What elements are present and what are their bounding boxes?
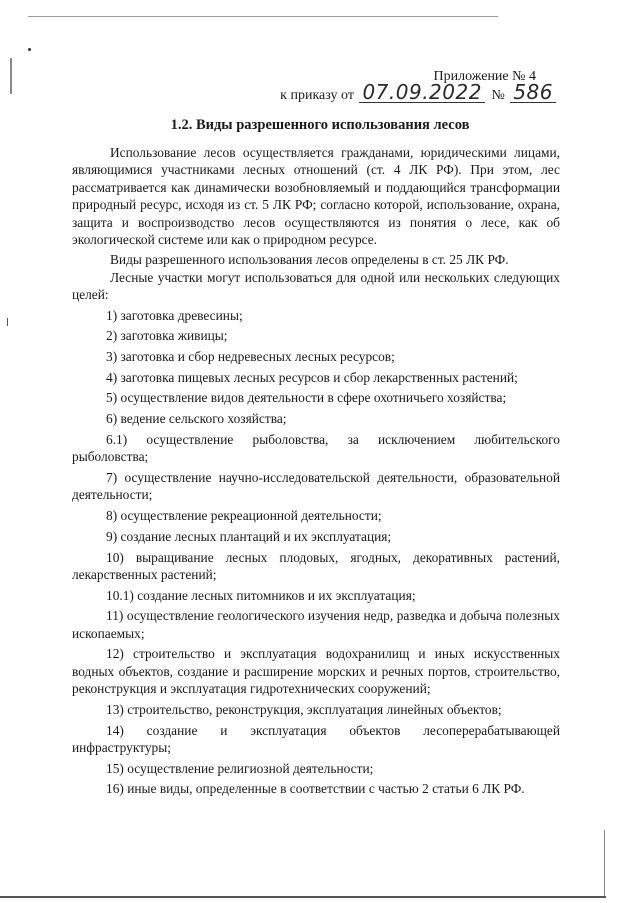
scan-edge-left (10, 58, 12, 94)
list-item: 16) иные виды, определенные в соответствии с частью 2 статьи 6 ЛК РФ. (106, 781, 525, 797)
list-item: 13) строительство, реконструкция, эксплуатация линейных объектов; (106, 701, 502, 717)
list-item: 10.1) создание лесных питомников и их эксплуатация; (106, 587, 416, 603)
list-item: 5) осуществление видов деятельности в сфере охотничьего хозяйства; (106, 390, 507, 406)
scan-edge-right (604, 830, 605, 896)
paragraph-intro: Использование лесов осуществляется гражданами, юридическими лицами, являющимися участниками лесных отношений (ст. 4 ЛК РФ). При этом, лес рассматривается как динамически возобновляемый и поддающийся трансформации природный ресурс, исходя из ст. 5 ЛК РФ; согласно которой, использование, охрана, защита и воспроизводство лесов осуществляются из понятия о лесе, как об экологической системе или как о природном ресурсе. (72, 145, 560, 248)
order-prefix: к приказу от (280, 88, 354, 103)
list-item: 6.1) осуществление рыболовства, за исключением любительского рыболовства; (72, 431, 560, 465)
order-reference (280, 82, 556, 107)
list-item: 2) заготовка живицы; (106, 328, 228, 344)
order-number-handwritten: 586 (510, 82, 556, 103)
paragraph-legal-basis: Виды разрешенного использования лесов определены в ст. 25 ЛК РФ. (110, 252, 509, 268)
scan-edge-top (28, 16, 498, 17)
list-item: 4) заготовка пищевых лесных ресурсов и сбор лекарственных растений; (106, 369, 518, 385)
order-date-handwritten: 07.09.2022 (359, 82, 485, 103)
list-item: 11) осуществление геологического изучения недр, разведка и добыча полезных ископаемых; (72, 608, 560, 641)
list-item: 1) заготовка древесины; (106, 307, 243, 323)
list-item: 14) создание и эксплуатация объектов лесоперерабатывающей инфраструктуры; (72, 722, 560, 756)
document-body (72, 144, 560, 801)
paragraph-purposes: Лесные участки могут использоваться для одной или нескольких следующих целей: (72, 269, 560, 303)
list-item: 9) создание лесных плантаций и их эксплуатация; (106, 528, 392, 544)
scan-mark (7, 318, 8, 326)
list-item: 10) выращивание лесных плодовых, ягодных, декоративных растений, лекарственных растений; (72, 549, 560, 582)
list-item: 12) строительство и эксплуатация водохранилищ и иных искусственных водных объектов, создание и расширение морских и речных портов, строительство, реконструкция и эксплуатация гидротехнических сооружений; (72, 646, 560, 697)
list-item: 6) ведение сельского хозяйства; (106, 411, 287, 427)
scan-edge-bottom (0, 896, 606, 898)
list-item: 15) осуществление религиозной деятельности; (106, 760, 374, 776)
scan-speck (28, 48, 31, 51)
list-item: 7) осуществление научно-исследовательской деятельности, образовательной деятельности; (72, 469, 560, 503)
list-item: 8) осуществление рекреационной деятельности; (106, 508, 382, 524)
section-title: 1.2. Виды разрешенного использования лесов (170, 117, 470, 133)
list-item: 3) заготовка и сбор недревесных лесных ресурсов; (106, 349, 395, 365)
order-number-label: № (491, 88, 505, 103)
appendix-label: Приложение № 4 (433, 69, 536, 84)
